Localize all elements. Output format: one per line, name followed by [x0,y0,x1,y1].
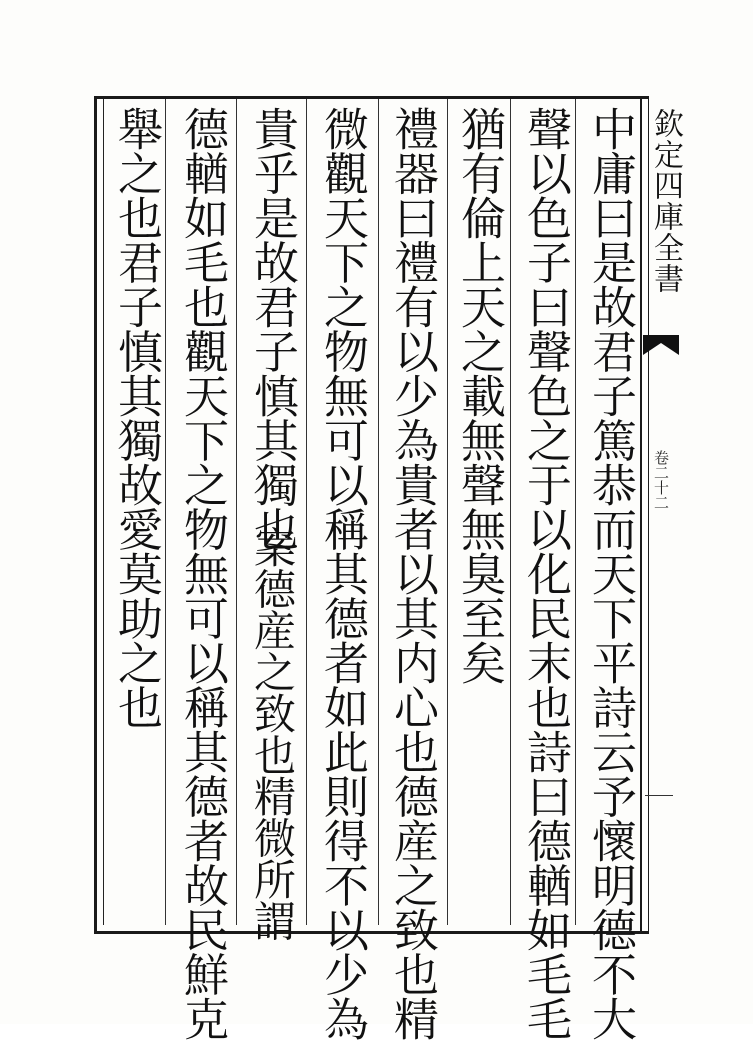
text-column-8: 舉之也君子慎其獨故愛莫助之也 [110,106,163,729]
text-column-4: 禮器曰禮有以少為貴者以其内心也德産之致也精 [386,106,439,1041]
column-rule [575,99,576,925]
text-column-3: 猶有倫上天之載無聲無臭至矣 [453,106,506,685]
margin-tick [645,795,673,796]
fish-tail-mark-icon [641,333,681,357]
column-rule [236,99,237,925]
juan-number: 卷二十二 [652,450,670,510]
column-rule [447,99,448,925]
column-rule [510,99,511,925]
text-column-6: 貴乎是故君子慎其獨也 [246,106,299,551]
text-column-5: 微觀天下之物無可以稱其德者如此則得不以少為 [316,106,369,1041]
column-rule [378,99,379,925]
text-column-2: 聲以色子曰聲色之于以化民末也詩曰德輶如毛毛 [519,106,572,1041]
text-column-7: 德輶如毛也觀天下之物無可以稱其德者故民鮮克 [176,106,229,1041]
text-column-1: 中庸曰是故君子篤恭而天下平詩云予懷明德不大 [584,106,637,1041]
column-rule [306,99,307,925]
commentary-note: 案德産之致也精微所謂 [248,526,297,941]
frame-inner-rule [103,99,104,925]
book-title-margin: 欽定四庫全書 [648,108,683,294]
